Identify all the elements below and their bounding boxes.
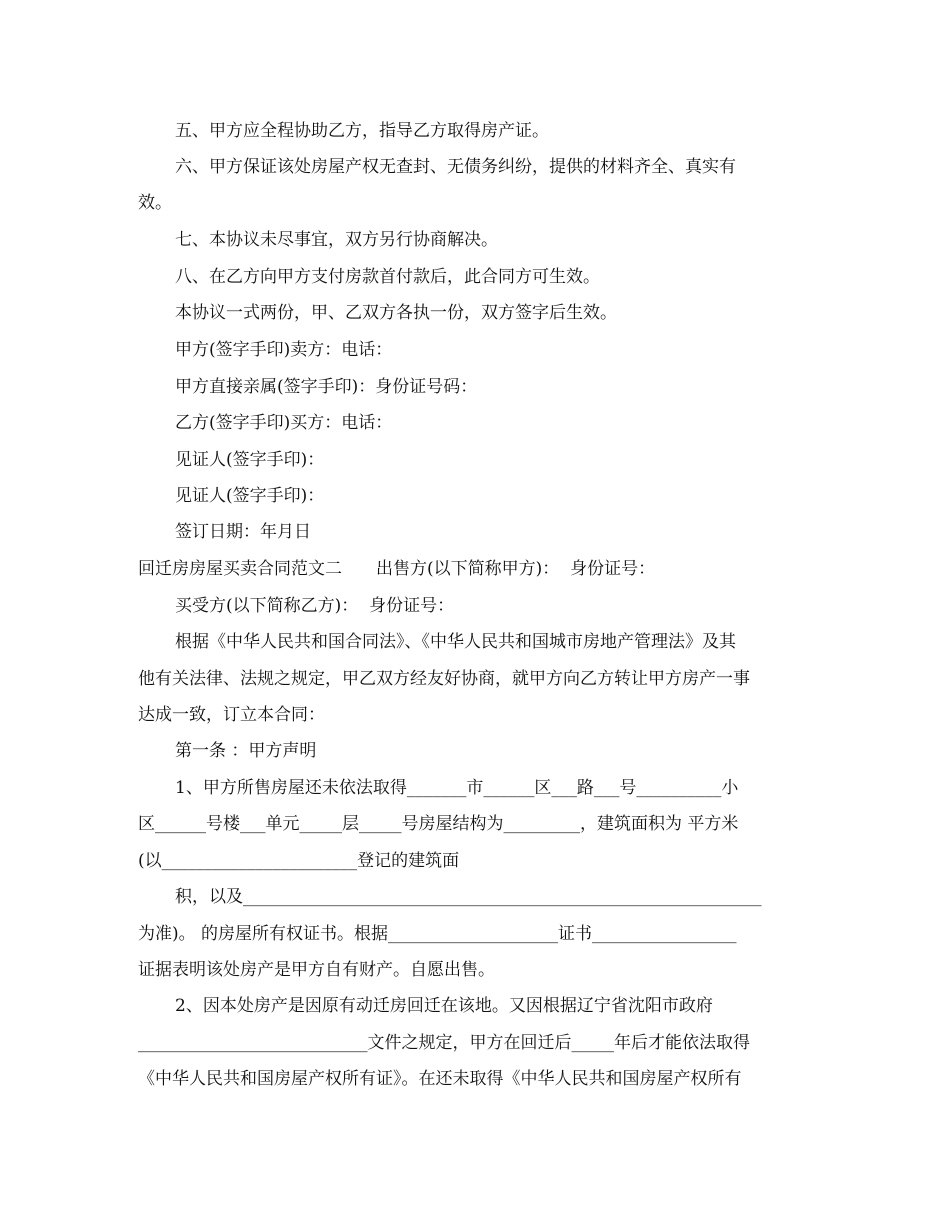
party-a-signature: 甲方(签字手印)卖方：电话： [175, 340, 393, 360]
article-1-item-2-line-3: 《中华人民共和国房屋产权所有证》。在还未取得《中华人民共和国房屋产权所有 [138, 1069, 742, 1089]
article-1-item-2-line-1: 2、因本处房产是因原有动迁房回迁在该地。又因根据辽宁省沈阳市政府 [175, 996, 713, 1016]
clause-7: 七、本协议未尽事宜，双方另行协商解决。 [175, 230, 498, 250]
preamble-line-2: 他有关法律、法规之规定，甲乙双方经友好协商，就甲方向乙方转让甲方房产一事 [138, 669, 750, 689]
preamble-line-1: 根据《中华人民共和国合同法》、《中华人民共和国城市房地产管理法》及其 [175, 632, 736, 652]
buyer-line: 买受方(以下简称乙方)： 身份证号： [175, 596, 455, 616]
witness-2: 见证人(签字手印)： [175, 486, 325, 506]
copies-note: 本协议一式两份，甲、乙双方各执一份，双方签字后生效。 [175, 303, 617, 323]
article-1-item-1-line-1: 1、甲方所售房屋还未依法取得_______市______区___路___号__________小 [175, 778, 739, 798]
party-a-relative-signature: 甲方直接亲属(签字手印)：身份证号码： [175, 377, 478, 397]
clause-8: 八、在乙方向甲方支付房款首付款后，此合同方可生效。 [175, 267, 600, 287]
article-1-item-1-line-2: 区______号楼___单元_____层_____号房屋结构为_________，建筑面积为 平方米 [138, 814, 739, 834]
contract-2-title: 回迁房房屋买卖合同范文二 出售方(以下简称甲方)： 身份证号： [138, 559, 656, 579]
party-b-signature: 乙方(签字手印)买方：电话： [175, 413, 393, 433]
witness-1: 见证人(签字手印)： [175, 450, 325, 470]
article-1-item-1-line-6: 证据表明该处房产是甲方自有财产。自愿出售。 [138, 960, 495, 980]
clause-5: 五、甲方应全程协助乙方，指导乙方取得房产证。 [175, 121, 549, 141]
clause-6: 六、甲方保证该处房屋产权无查封、无债务纠纷，提供的材料齐全、真实有 [175, 157, 736, 177]
article-1-item-1-line-3: (以_______________________登记的建筑面 [138, 851, 460, 871]
clause-6-cont: 效。 [138, 193, 172, 213]
signing-date: 签订日期：年月日 [175, 522, 311, 542]
preamble-line-3: 达成一致，订立本合同： [138, 705, 325, 725]
article-1-item-2-line-2: ___________________________文件之规定，甲方在回迁后_____年后才能依法取得 [138, 1033, 750, 1053]
article-1-item-1-line-5: 为准)。 的房屋所有权证书。根据____________________证书_________________ [138, 924, 737, 944]
article-1-item-1-line-4: 积，以及_____________________________________________________________ [175, 887, 762, 907]
article-1-heading: 第一条 ：甲方声明 [175, 741, 317, 761]
